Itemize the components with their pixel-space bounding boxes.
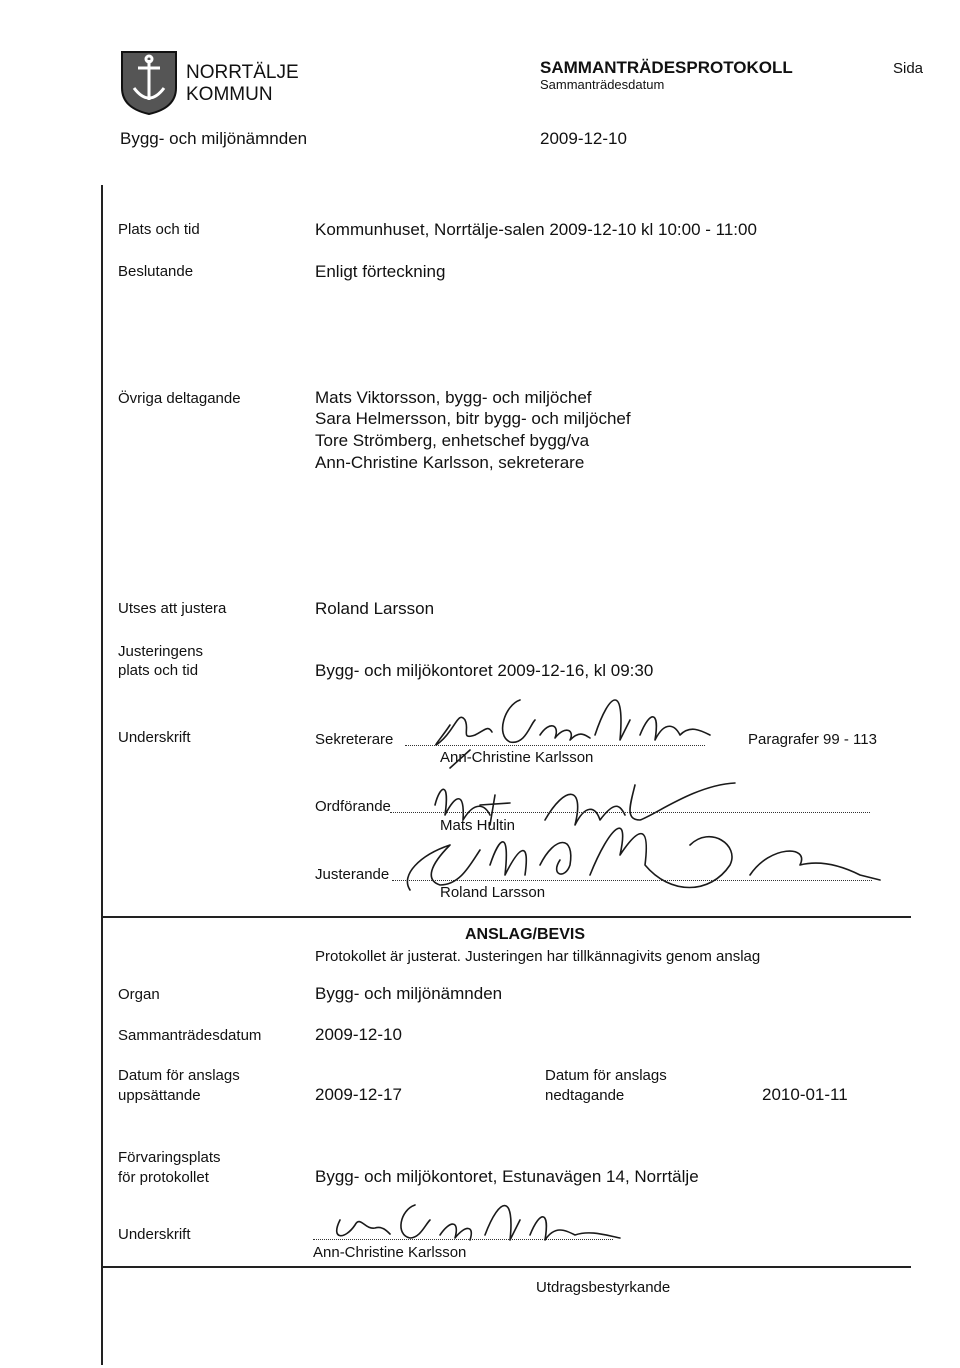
- participant-2: Sara Helmersson, bitr bygg- och miljöchef: [315, 409, 631, 428]
- organ-label: Organ: [118, 986, 160, 1003]
- decision-label: Beslutande: [118, 263, 194, 280]
- organ-value: Bygg- och miljönämnden: [315, 984, 503, 1003]
- left-margin-rule: [101, 185, 103, 1365]
- removed-value: 2010-01-11: [762, 1085, 848, 1104]
- posted-value: 2009-12-17: [315, 1085, 402, 1104]
- notice-text: Protokollet är justerat. Justeringen har tillkännagivits genom anslag: [315, 948, 761, 965]
- date-header-label: Sammanträdesdatum: [540, 77, 665, 92]
- adjust-place-value: Bygg- och miljökontoret 2009-12-16, kl 09:30: [315, 661, 654, 680]
- storage-value: Bygg- och miljökontoret, Estunavägen 14, Norrtälje: [315, 1167, 699, 1186]
- place-label: Plats och tid: [118, 221, 200, 238]
- certify-label: Utdragsbestyrkande: [536, 1279, 671, 1296]
- meeting-date-label: Sammanträdesdatum: [118, 1027, 262, 1044]
- removed-label-1: Datum för anslags: [545, 1067, 667, 1084]
- chair-name: Mats Hultin: [440, 817, 516, 834]
- adjuster-handwritten-signature: [390, 805, 890, 905]
- notice-divider: [101, 916, 911, 918]
- document-type: SAMMANTRÄDESPROTOKOLL: [540, 58, 793, 77]
- participant-4: Ann-Christine Karlsson, sekreterare: [315, 453, 585, 472]
- participant-1: Mats Viktorsson, bygg- och miljöchef: [315, 388, 592, 407]
- chair-label: Ordförande: [315, 798, 391, 815]
- sign-name: Ann-Christine Karlsson: [313, 1244, 467, 1261]
- sign-label: Underskrift: [118, 1226, 191, 1243]
- notice-title: ANSLAG/BEVIS: [465, 926, 586, 943]
- participant-3: Tore Strömberg, enhetschef bygg/va: [315, 431, 590, 450]
- posted-label-1: Datum för anslags: [118, 1067, 240, 1084]
- place-value: Kommunhuset, Norrtälje-salen 2009-12-10 kl 10:00 - 11:00: [315, 220, 757, 239]
- removed-label-2: nedtagande: [545, 1087, 625, 1104]
- committee-name: Bygg- och miljönämnden: [120, 129, 308, 148]
- others-label: Övriga deltagande: [118, 390, 241, 407]
- signature-label: Underskrift: [118, 729, 191, 746]
- adjust-place-label-1: Justeringens: [118, 643, 204, 660]
- meeting-date: 2009-12-10: [540, 129, 627, 148]
- secretary-handwritten-signature: [410, 680, 740, 770]
- paragraphs: Paragrafer 99 - 113: [748, 731, 877, 748]
- secretary-name: Ann-Christine Karlsson: [440, 749, 594, 766]
- bottom-divider: [101, 1266, 911, 1268]
- org-name-line2: KOMMUN: [186, 84, 273, 105]
- adjuster-label: Justerande: [315, 866, 390, 883]
- storage-label-1: Förvaringsplats: [118, 1149, 221, 1166]
- decision-value: Enligt förteckning: [315, 262, 446, 281]
- posted-label-2: uppsättande: [118, 1087, 201, 1104]
- notice-handwritten-signature: [320, 1190, 640, 1250]
- adjust-place-label-2: plats och tid: [118, 662, 199, 679]
- adjuster-name: Roland Larsson: [440, 884, 546, 901]
- org-name-line1: NORRTÄLJE: [186, 62, 299, 83]
- municipality-logo: [120, 50, 178, 116]
- adjust-label: Utses att justera: [118, 600, 227, 617]
- meeting-date-value: 2009-12-10: [315, 1025, 402, 1044]
- secretary-label: Sekreterare: [315, 731, 394, 748]
- adjust-value: Roland Larsson: [315, 599, 435, 618]
- page-label: Sida: [893, 60, 924, 77]
- storage-label-2: för protokollet: [118, 1169, 209, 1186]
